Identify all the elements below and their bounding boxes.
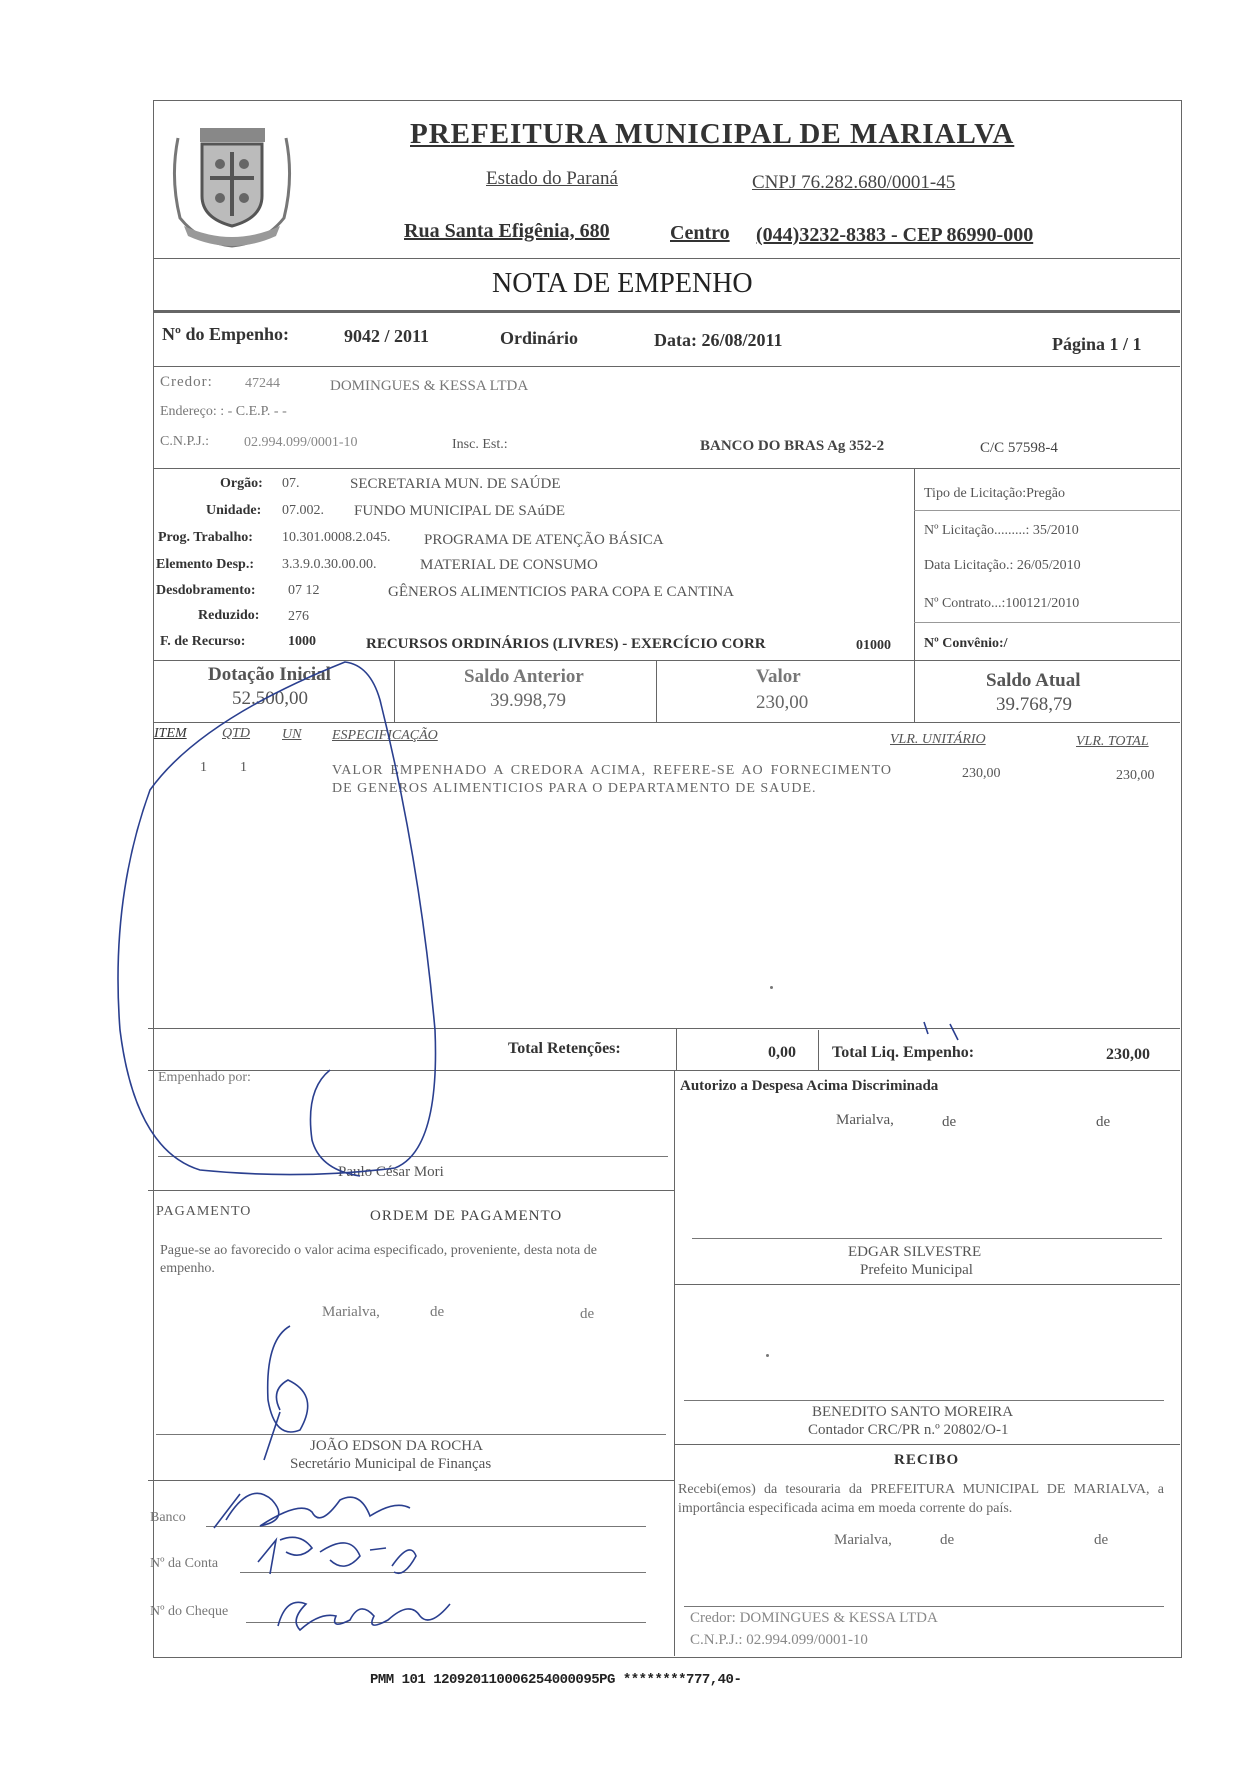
creditor-cnpj: 02.994.099/0001-10	[244, 435, 358, 450]
creditor-cnpj-label: C.N.P.J.:	[160, 434, 210, 449]
fonte-code: 1000	[288, 634, 316, 649]
contador-name: BENEDITO SANTO MOREIRA	[812, 1404, 1014, 1420]
saldo-atual-value: 39.768,79	[996, 694, 1072, 715]
page-number: Página 1 / 1	[1052, 334, 1142, 354]
licitacao-type: Tipo de Licitação:Pregão	[924, 486, 1066, 501]
creditor-name: DOMINGUES & KESSA LTDA	[330, 378, 529, 394]
recibo-cnpj: C.N.P.J.: 02.994.099/0001-10	[690, 1632, 868, 1648]
pagamento-name: JOÃO EDSON DA ROCHA	[310, 1438, 483, 1454]
recibo-place: Marialva,	[834, 1532, 892, 1548]
desdobramento-code: 07 12	[288, 583, 320, 598]
licitacao-date: Data Licitação.: 26/05/2010	[924, 558, 1081, 573]
item-spec: VALOR EMPENHADO A CREDORA ACIMA, REFERE-SE AO FORNECIMENTO DE GENEROS ALIMENTICIOS PARA O DEPARTAMENTO DE SAUDE.	[332, 763, 892, 796]
empenho-number: 9042 / 2011	[344, 326, 430, 346]
convenio-number: Nº Convênio:/	[924, 636, 1008, 651]
autorizo-place: Marialva,	[836, 1112, 894, 1128]
pagamento-place: Marialva,	[322, 1304, 380, 1320]
col-item: ITEM	[154, 726, 187, 741]
footer-code: PMM 101 120920110006254000095PG ********777,40-	[370, 1672, 742, 1688]
recibo-de2: de	[1094, 1532, 1109, 1548]
unidade-code: 07.002.	[282, 503, 324, 518]
autorizo-de2: de	[1096, 1114, 1111, 1130]
saldo-anterior-value: 39.998,79	[490, 690, 566, 711]
valor-value: 230,00	[756, 692, 809, 713]
prog-code: 10.301.0008.2.045.	[282, 530, 391, 545]
insc-est-label: Insc. Est.:	[452, 437, 508, 452]
contrato-number: Nº Contrato...:100121/2010	[924, 596, 1080, 611]
pagamento-text: Pague-se ao favorecido o valor acima especificado, proveniente, desta nota de empenho.	[160, 1243, 597, 1276]
pagamento-de1: de	[430, 1304, 445, 1320]
fonte-name: RECURSOS ORDINÁRIOS (LIVRES) - EXERCÍCIO CORR	[366, 636, 766, 652]
desdobramento-label: Desdobramento:	[156, 583, 256, 598]
elemento-code: 3.3.9.0.30.00.00.	[282, 557, 377, 572]
bank-agency: BANCO DO BRAS Ag 352-2	[700, 438, 885, 454]
unidade-label: Unidade:	[206, 503, 262, 518]
state-label: Estado do Paraná	[486, 168, 618, 189]
pagamento-de2: de	[580, 1306, 595, 1322]
orgao-label: Orgão:	[220, 476, 263, 491]
item-unit-value: 230,00	[962, 766, 1001, 781]
autorizo-de1: de	[942, 1114, 957, 1130]
elemento-label: Elemento Desp.:	[156, 557, 254, 572]
phone-cep: (044)3232-8383 - CEP 86990-000	[756, 224, 1034, 246]
municipality-title: PREFEITURA MUNICIPAL DE MARIALVA	[410, 118, 1015, 150]
banco-label: Banco	[150, 1510, 186, 1525]
valor-label: Valor	[756, 666, 801, 687]
fonte-number: 01000	[856, 638, 891, 653]
creditor-address: Endereço: : - C.E.P. - -	[160, 404, 287, 419]
empenhado-name: Paulo César Mori	[338, 1164, 444, 1180]
pagamento-role: Secretário Municipal de Finanças	[290, 1456, 492, 1472]
liquido-value: 230,00	[1106, 1046, 1150, 1063]
contador-role: Contador CRC/PR n.º 20802/O-1	[808, 1422, 1009, 1438]
creditor-label: Credor:	[160, 374, 213, 390]
conta-label: Nº da Conta	[150, 1556, 219, 1571]
bank-account: C/C 57598-4	[980, 440, 1058, 456]
fonte-label: F. de Recurso:	[160, 634, 246, 649]
saldo-anterior-label: Saldo Anterior	[464, 666, 584, 687]
item-total-value: 230,00	[1116, 768, 1155, 783]
empenhado-label: Empenhado por:	[158, 1070, 251, 1085]
recibo-credor: Credor: DOMINGUES & KESSA LTDA	[690, 1610, 938, 1626]
cheque-label: Nº do Cheque	[150, 1604, 229, 1619]
reduzido-label: Reduzido:	[198, 608, 260, 623]
licitacao-number: Nº Licitação.........: 35/2010	[924, 523, 1079, 538]
municipality-cnpj: CNPJ 76.282.680/0001-45	[752, 172, 956, 193]
autorizo-label: Autorizo a Despesa Acima Discriminada	[680, 1078, 939, 1094]
recibo-title: RECIBO	[894, 1452, 960, 1468]
col-unit-value: VLR. UNITÁRIO	[890, 732, 986, 747]
item-number: 1	[200, 760, 207, 775]
address-street: Rua Santa Efigênia, 680	[404, 220, 610, 242]
col-un: UN	[282, 727, 302, 742]
reduzido-code: 276	[288, 609, 309, 624]
orgao-name: SECRETARIA MUN. DE SAÚDE	[350, 476, 561, 492]
recibo-text: Recebi(emos) da tesouraria da PREFEITURA MUNICIPAL DE MARIALVA, a importância especificada acima em moeda corrente do país.	[678, 1482, 1164, 1516]
prog-label: Prog. Trabalho:	[158, 530, 253, 545]
dotacao-value: 52.500,00	[232, 688, 308, 709]
liquido-label: Total Liq. Empenho:	[832, 1044, 975, 1061]
prog-name: PROGRAMA DE ATENÇÃO BÁSICA	[424, 532, 664, 548]
empenho-date: Data: 26/08/2011	[654, 330, 783, 350]
dotacao-label: Dotação Inicial	[208, 664, 331, 685]
coat-of-arms-icon	[160, 108, 305, 253]
desdobramento-name: GÊNEROS ALIMENTICIOS PARA COPA E CANTINA	[388, 584, 735, 600]
unidade-name: FUNDO MUNICIPAL DE SAúDE	[354, 503, 565, 519]
item-qty: 1	[240, 760, 247, 775]
retencoes-value: 0,00	[768, 1044, 796, 1061]
empenho-number-label: Nº do Empenho:	[162, 324, 289, 344]
col-qtd: QTD	[222, 726, 251, 741]
col-total-value: VLR. TOTAL	[1076, 734, 1149, 749]
recibo-de1: de	[940, 1532, 955, 1548]
orgao-code: 07.	[282, 476, 300, 491]
document-type: NOTA DE EMPENHO	[492, 268, 753, 299]
retencoes-label: Total Retenções:	[508, 1040, 621, 1057]
creditor-code: 47244	[245, 376, 280, 391]
saldo-atual-label: Saldo Atual	[986, 670, 1081, 691]
pagamento-label: PAGAMENTO	[156, 1204, 252, 1219]
ordem-pagamento-title: ORDEM DE PAGAMENTO	[370, 1208, 563, 1224]
autorizo-role: Prefeito Municipal	[860, 1262, 973, 1278]
elemento-name: MATERIAL DE CONSUMO	[420, 557, 598, 573]
col-spec: ESPECIFICAÇÃO	[332, 728, 438, 743]
autorizo-name: EDGAR SILVESTRE	[848, 1244, 982, 1260]
address-district: Centro	[670, 222, 730, 244]
empenho-kind: Ordinário	[500, 328, 579, 348]
